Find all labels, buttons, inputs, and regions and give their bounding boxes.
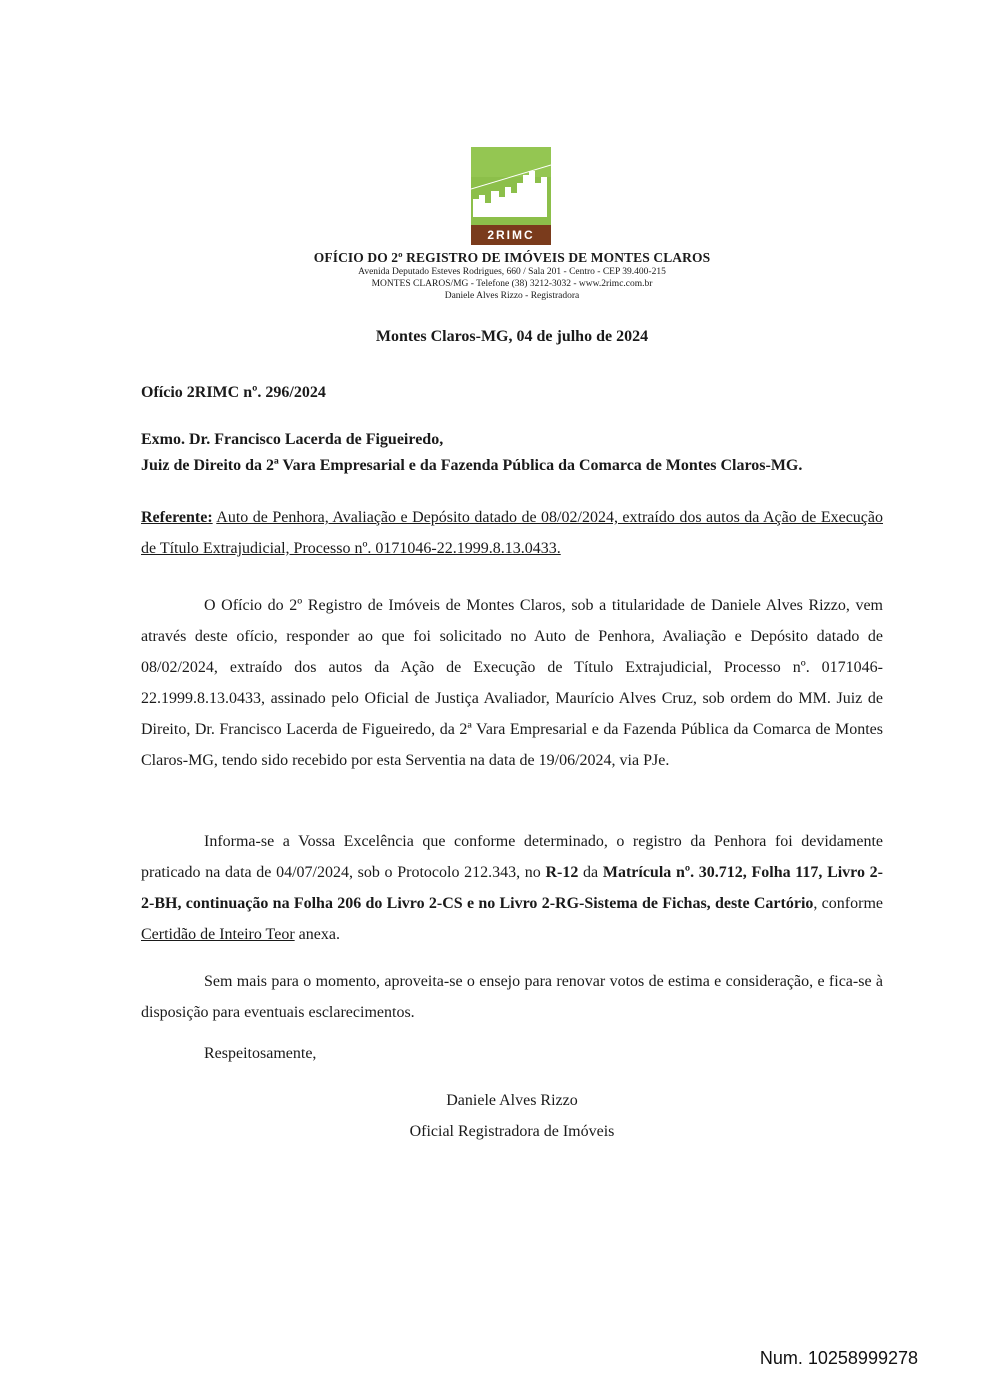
reference-label: Referente: — [141, 509, 213, 526]
paragraph-registration — [141, 826, 883, 950]
registry-address: Avenida Deputado Esteves Rodrigues, 660 / Sala 201 - Centro - CEP 39.400-215 — [358, 267, 666, 277]
logo-text: 2RIMC — [487, 228, 535, 242]
p2-text-1: Informa-se a Vossa Excelência que conforme determinado, o registro da Penhora foi devidamente praticado na data de 04/07/2024, sob o Protocolo 212.343, no — [141, 833, 883, 881]
registry-registrar: Daniele Alves Rizzo - Registradora — [444, 291, 580, 301]
registry-title: OFÍCIO DO 2º REGISTRO DE IMÓVEIS DE MONTES CLAROS — [313, 250, 711, 265]
p2-text-3: , conforme — [813, 895, 883, 912]
document-number: Num. 10258999278 — [759, 1348, 918, 1368]
oficio-number: Ofício 2RIMC nº. 296/2024 — [141, 384, 326, 401]
p2-bold-matricula: Matrícula nº. 30.712, Folha 117, Livro 2-2-BH, continuação na Folha 206 do Livro 2-CS e no Livro 2-RG-Sistema de Fichas, deste Cartório — [141, 864, 884, 912]
date-line: Montes Claros-MG, 04 de julho de 2024 — [375, 328, 649, 345]
p2-certidao: Certidão de Inteiro Teor — [141, 926, 295, 943]
p2-text-2: da — [578, 864, 603, 881]
paragraph-intro: O Ofício do 2º Registro de Imóveis de Montes Claros, sob a titularidade de Daniele Alves Rizzo, vem através deste ofício, responder ao que foi solicitado no Auto de Penhora, Avaliação e Depósito datado de 08/02/2024, extraído dos autos da Ação de Execução de Título Extrajudicial, Processo nº. 0171046-22.1999.8.13.0433, assinado pelo Oficial de Justiça Avaliador, Maurício Alves Cruz, sob ordem do MM. Juiz de Direito, Dr. Francisco Lacerda de Figueiredo, da 2ª Vara Empresarial e da Fazenda Pública da Comarca de Montes Claros-MG, tendo sido recebido por esta Serventia na data de 19/06/2024, via PJe. — [141, 597, 883, 769]
signature-title: Oficial Registradora de Imóveis — [409, 1123, 615, 1140]
signature-name: Daniele Alves Rizzo — [446, 1092, 578, 1109]
p2-text-4: anexa. — [294, 926, 340, 943]
reference-text: Auto de Penhora, Avaliação e Depósito datado de 08/02/2024, extraído dos autos da Ação de Execução de Título Extrajudicial, Processo nº. 0171046-22.1999.8.13.0433. — [141, 509, 883, 557]
addressee-name: Exmo. Dr. Francisco Lacerda de Figueiredo, — [141, 431, 444, 448]
paragraph-closing: Sem mais para o momento, aproveita-se o ensejo para renovar votos de estima e consideração, e fica-se à disposição para eventuais esclarecimentos. — [141, 973, 883, 1021]
registry-contact: MONTES CLAROS/MG - Telefone (38) 3212-3032 - www.2rimc.com.br — [371, 279, 653, 289]
addressee-role: Juiz de Direito da 2ª Vara Empresarial e da Fazenda Pública da Comarca de Montes Claros-MG. — [141, 457, 803, 474]
p2-bold-r12: R-12 — [545, 864, 579, 881]
reference-block — [141, 502, 883, 564]
registry-logo — [471, 147, 551, 245]
closing-salutation: Respeitosamente, — [204, 1045, 317, 1062]
